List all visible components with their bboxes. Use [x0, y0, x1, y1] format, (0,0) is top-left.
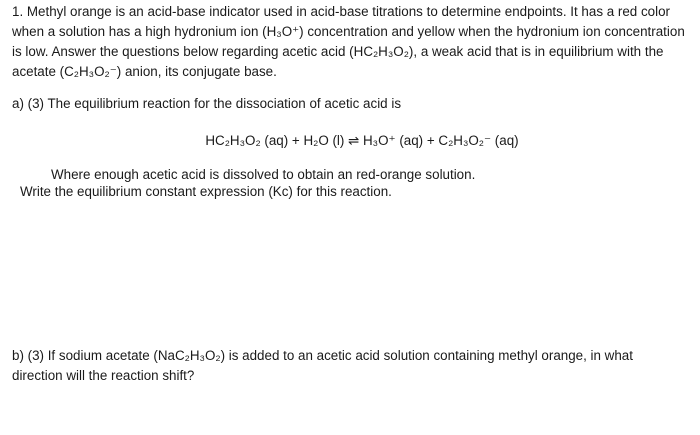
part-a-prompt: a) (3) The equilibrium reaction for the dissociation of acetic acid is [12, 96, 402, 111]
solution-note: Where enough acetic acid is dissolved to obtain an red-orange solution. [51, 167, 476, 182]
question-intro: 1. Methyl orange is an acid-base indicator used in acid-base titrations to determine endpoints. It has a red color when a solution has a high hydronium ion (H₃O⁺) concentration and yellow when the hydronium ion concentration is low. Answer the questions below regarding acetic acid (HC₂H₃O₂), a weak acid that is in equilibrium with the acetate (C₂H₃O₂⁻) anion, its conjugate base. [12, 4, 685, 79]
part-a-instruction: Write the equilibrium constant expression (Kᴄ) for this reaction. [20, 184, 392, 199]
equilibrium-equation: HC₂H₃O₂ (aq) + H₂O (l) ⇌ H₃O⁺ (aq) + C₂H₃O₂⁻ (aq) [205, 133, 519, 148]
part-b-prompt: b) (3) If sodium acetate (NaC₂H₃O₂) is added to an acetic acid solution containing methyl orange, in what direction will the reaction shift? [12, 348, 633, 383]
